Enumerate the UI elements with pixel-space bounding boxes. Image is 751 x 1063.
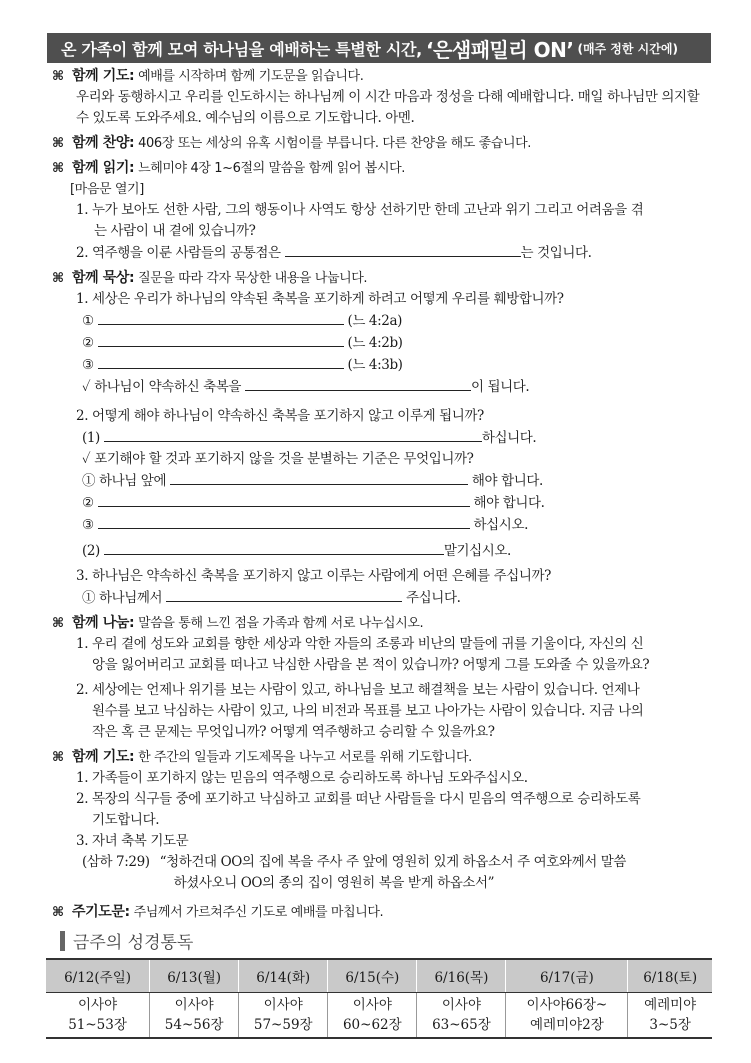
blessing-quote-line2: 하셨사오니 OO의 종의 집이 영원히 복을 받게 하옵소서” [173, 875, 495, 891]
answer-blank[interactable] [166, 587, 402, 602]
meditation-c2 [52, 492, 707, 514]
hymn-desc: 406장 또는 세상의 유혹 시험이를 부릅니다. 다른 찬양을 해도 좋습니다. [138, 136, 532, 151]
reading-cell [328, 993, 417, 1039]
meditation-check2: ✓ 포기해야 할 것과 포기하지 않을 것을 분별하는 기준은 무엇입니까? [82, 451, 474, 467]
reading-plan-header [46, 959, 712, 993]
worship-guide [52, 66, 707, 923]
command-icon: ⌘ [52, 69, 64, 84]
answer-blank[interactable] [104, 427, 482, 442]
answer-blank[interactable] [104, 540, 444, 555]
prayer2-item1: 1. 가족들이 포기하지 않는 믿음의 역주행으로 승리하도록 하나님 도와주십시오. [76, 770, 528, 786]
sharing-q2-line2: 원수를 보고 낙심하는 사람이 있고, 나의 비전과 목표를 보고 나아가는 사람이 있습니다. 지금 나의 [92, 703, 644, 719]
answer-blank[interactable] [98, 492, 470, 507]
reading-q1-line2: 는 사람이 내 곁에 있습니까? [94, 223, 256, 239]
verse-ref: (느 4:3b) [347, 357, 403, 373]
closing-title: 주기도문: [72, 904, 130, 920]
sharing-q2-line1: 2. 세상에는 언제나 위기를 보는 사람이 있고, 하나님을 보고 해결책을 보는 사람이 있습니다. 언제나 [76, 682, 640, 698]
prayer-text: 우리와 동행하시고 우리를 인도하시는 하나님께 이 시간 마음과 정성을 다해 예배합니다. 매일 하나님만 의지할 수 있도록 도와주세요. 예수님의 이름으로 기도합니다. 아멘. [76, 89, 700, 126]
day-header: 6/17(금) [506, 959, 628, 993]
open-heart-label: [마음문 열기] [70, 182, 144, 197]
meditation-c1 [52, 470, 707, 492]
book: 이사야 [263, 997, 303, 1013]
meditation-q3-answer [52, 587, 707, 609]
sharing-q2-line3: 작은 혹 큰 문제는 무엇입니까? 어떻게 역주행하고 승리할 수 있을까요? [92, 724, 495, 740]
sharing-title: 함께 나눔: [72, 615, 135, 631]
reading-desc: 느헤미야 4장 1~6절의 말씀을 함께 읽어 봅시다. [138, 161, 405, 176]
marker: ③ [82, 517, 94, 533]
marker: ① [82, 313, 94, 329]
chapters: 54~56장 [164, 1017, 224, 1033]
reading-q1-line1: 1. 누가 보아도 선한 사람, 그의 행동이나 사역도 항상 선하기만 한데 고난과 위기 그리고 어려움을 겪 [76, 202, 644, 218]
chapters: 63~65장 [432, 1017, 491, 1033]
meditation-q3: 3. 하나님은 약속하신 축복을 포기하지 않고 이루는 사람에게 어떤 은혜를 주십니까? [76, 568, 551, 584]
reading-cell [628, 993, 712, 1039]
answer-end: 해야 합니다. [473, 495, 545, 511]
book: 이사야 [441, 997, 481, 1013]
prayer2-item2 [52, 789, 707, 831]
meditation-q1-answer1 [52, 310, 707, 332]
command-icon: ⌘ [52, 271, 64, 286]
prayer2-item3: 3. 자녀 축복 기도문 [76, 833, 189, 849]
marker: (2) [82, 543, 100, 559]
day-header: 6/12(주일) [46, 959, 150, 993]
meditation-q2: 2. 어떻게 해야 하나님이 약속하신 축복을 포기하지 않고 이루게 됩니까? [76, 408, 484, 424]
chapters: 60~62장 [342, 1017, 402, 1033]
reading-cell [150, 993, 239, 1039]
section-meditation [52, 268, 707, 289]
meditation-q1: 1. 세상은 우리가 하나님의 약속된 축복을 포기하게 하려고 어떻게 우리를 훼방합니까? [76, 291, 564, 307]
prayer-desc: 예배를 시작하며 함께 기도문을 읽습니다. [138, 69, 364, 84]
section-sharing [52, 613, 707, 634]
meditation-q1-answer2 [52, 332, 707, 354]
sharing-q1-line1: 1. 우리 곁에 성도와 교회를 향한 세상과 악한 자들의 조롱과 비난의 말들에 귀를 기울이다, 자신의 신 [76, 636, 644, 652]
section-prayer [52, 66, 707, 87]
prayer2-desc: 한 주간의 일들과 기도제목을 나누고 서로를 위해 기도합니다. [138, 750, 472, 765]
reading-q1 [52, 200, 707, 242]
marker: ② [82, 495, 94, 511]
book: 이사야 [174, 997, 214, 1013]
command-icon: ⌘ [52, 136, 64, 151]
title-banner [47, 33, 711, 63]
command-icon: ⌘ [52, 750, 64, 765]
verse-ref: (느 4:2a) [347, 313, 402, 329]
meditation-check1 [52, 376, 707, 398]
prayer2-title: 함께 기도: [72, 749, 135, 765]
sharing-q1-line2: 앙을 잃어버리고 교회를 떠나고 낙심한 사람을 본 적이 있습니까? 어떻게 그를 도와줄 수 있을까요? [92, 657, 650, 673]
day-header: 6/16(목) [417, 959, 506, 993]
section-lords-prayer [52, 902, 707, 923]
meditation-title: 함께 묵상: [72, 270, 135, 286]
reading-cell [417, 993, 506, 1039]
prayer2-item2-line1: 2. 목장의 식구들 중에 포기하고 낙심하고 교회를 떠난 사람들을 다시 믿음의 역주행으로 승리하도록 [76, 791, 641, 807]
section-reading [52, 158, 707, 179]
answer-end: 하십시오. [473, 517, 528, 533]
answer-blank[interactable] [98, 310, 344, 325]
answer-blank[interactable] [98, 332, 344, 347]
reading-q2-end: 는 것입니다. [520, 245, 592, 261]
verse-ref: (느 4:2b) [347, 335, 403, 351]
answer-end: 하십니다. [481, 430, 537, 446]
check-end: 이 됩니다. [470, 379, 530, 395]
chapters: 예레미야2장 [529, 1017, 604, 1033]
prayer-title: 함께 기도: [72, 68, 135, 84]
reading-plan-table [46, 958, 712, 1039]
marker: (1) [82, 430, 100, 446]
chapters: 57~59장 [253, 1017, 313, 1033]
marker: ① 하나님께서 [82, 590, 163, 606]
answer-blank[interactable] [98, 514, 470, 529]
book: 이사야66장~ [526, 997, 608, 1013]
meditation-q1-answer3 [52, 354, 707, 376]
reading-plan-row [46, 993, 712, 1039]
blessing-ref: (삼하 7:29) [82, 854, 150, 870]
section-hymn [52, 133, 707, 154]
sharing-q2 [52, 680, 707, 743]
answer-blank[interactable] [98, 354, 344, 369]
chapters: 3~5장 [649, 1017, 691, 1033]
reading-cell [506, 993, 628, 1039]
day-header: 6/13(월) [150, 959, 239, 993]
marker: ① 하나님 앞에 [82, 473, 167, 489]
day-header: 6/18(토) [628, 959, 712, 993]
blessing-prayer [52, 852, 707, 894]
sharing-q1 [52, 634, 707, 676]
title-bar [60, 931, 65, 951]
answer-end: 맡기십시오. [443, 543, 511, 559]
banner-brand: ‘은샘패밀리 ON’ [425, 37, 574, 62]
hymn-title: 함께 찬양: [72, 135, 135, 151]
marker: ③ [82, 357, 94, 373]
answer-blank[interactable] [170, 470, 468, 485]
command-icon: ⌘ [52, 616, 64, 631]
chapters: 51~53장 [68, 1017, 127, 1033]
meditation-desc: 질문을 따라 각자 묵상한 내용을 나눕니다. [138, 271, 368, 286]
answer-blank[interactable] [245, 376, 471, 391]
command-icon: ⌘ [52, 905, 64, 920]
book: 이사야 [352, 997, 392, 1013]
reading-plan-title [60, 928, 193, 953]
reading-plan-title-text: 금주의 성경통독 [73, 933, 194, 953]
meditation-q2-p2 [52, 540, 707, 562]
reading-title: 함께 읽기: [72, 160, 135, 176]
answer-blank[interactable] [285, 242, 521, 257]
blessing-quote-line1: “청하건대 OO의 집에 복을 주사 주 앞에 영원히 있게 하옵소서 주 여호와께서 말씀 [159, 854, 627, 870]
marker: ② [82, 335, 94, 351]
meditation-c3 [52, 514, 707, 536]
day-header: 6/14(화) [239, 959, 328, 993]
command-icon: ⌘ [52, 161, 64, 176]
meditation-q2-p1 [52, 427, 707, 449]
closing-desc: 주님께서 가르쳐주신 기도로 예배를 마칩니다. [133, 905, 384, 920]
banner-note: (매주 정한 시간에) [577, 41, 678, 56]
book: 이사야 [77, 997, 118, 1013]
blessing-quote [160, 852, 626, 894]
reading-q2 [52, 242, 707, 264]
reading-cell [239, 993, 328, 1039]
check-text: ✓ 하나님이 약속하신 축복을 [82, 379, 242, 395]
reading-q2-start: 2. 역주행을 이룬 사람들의 공통점은 [76, 245, 281, 261]
book: 예레미야 [644, 997, 697, 1013]
answer-end: 주십니다. [406, 590, 461, 606]
day-header: 6/15(수) [328, 959, 417, 993]
sharing-desc: 말씀을 통해 느낀 점을 가족과 함께 서로 나누십시오. [138, 616, 424, 631]
prayer2-item2-line2: 기도합니다. [92, 812, 160, 828]
section-prayer-2 [52, 747, 707, 768]
answer-end: 해야 합니다. [471, 473, 543, 489]
banner-main: 온 가족이 함께 모여 하나님을 예배하는 특별한 시간, [61, 39, 422, 59]
reading-cell [46, 993, 150, 1039]
